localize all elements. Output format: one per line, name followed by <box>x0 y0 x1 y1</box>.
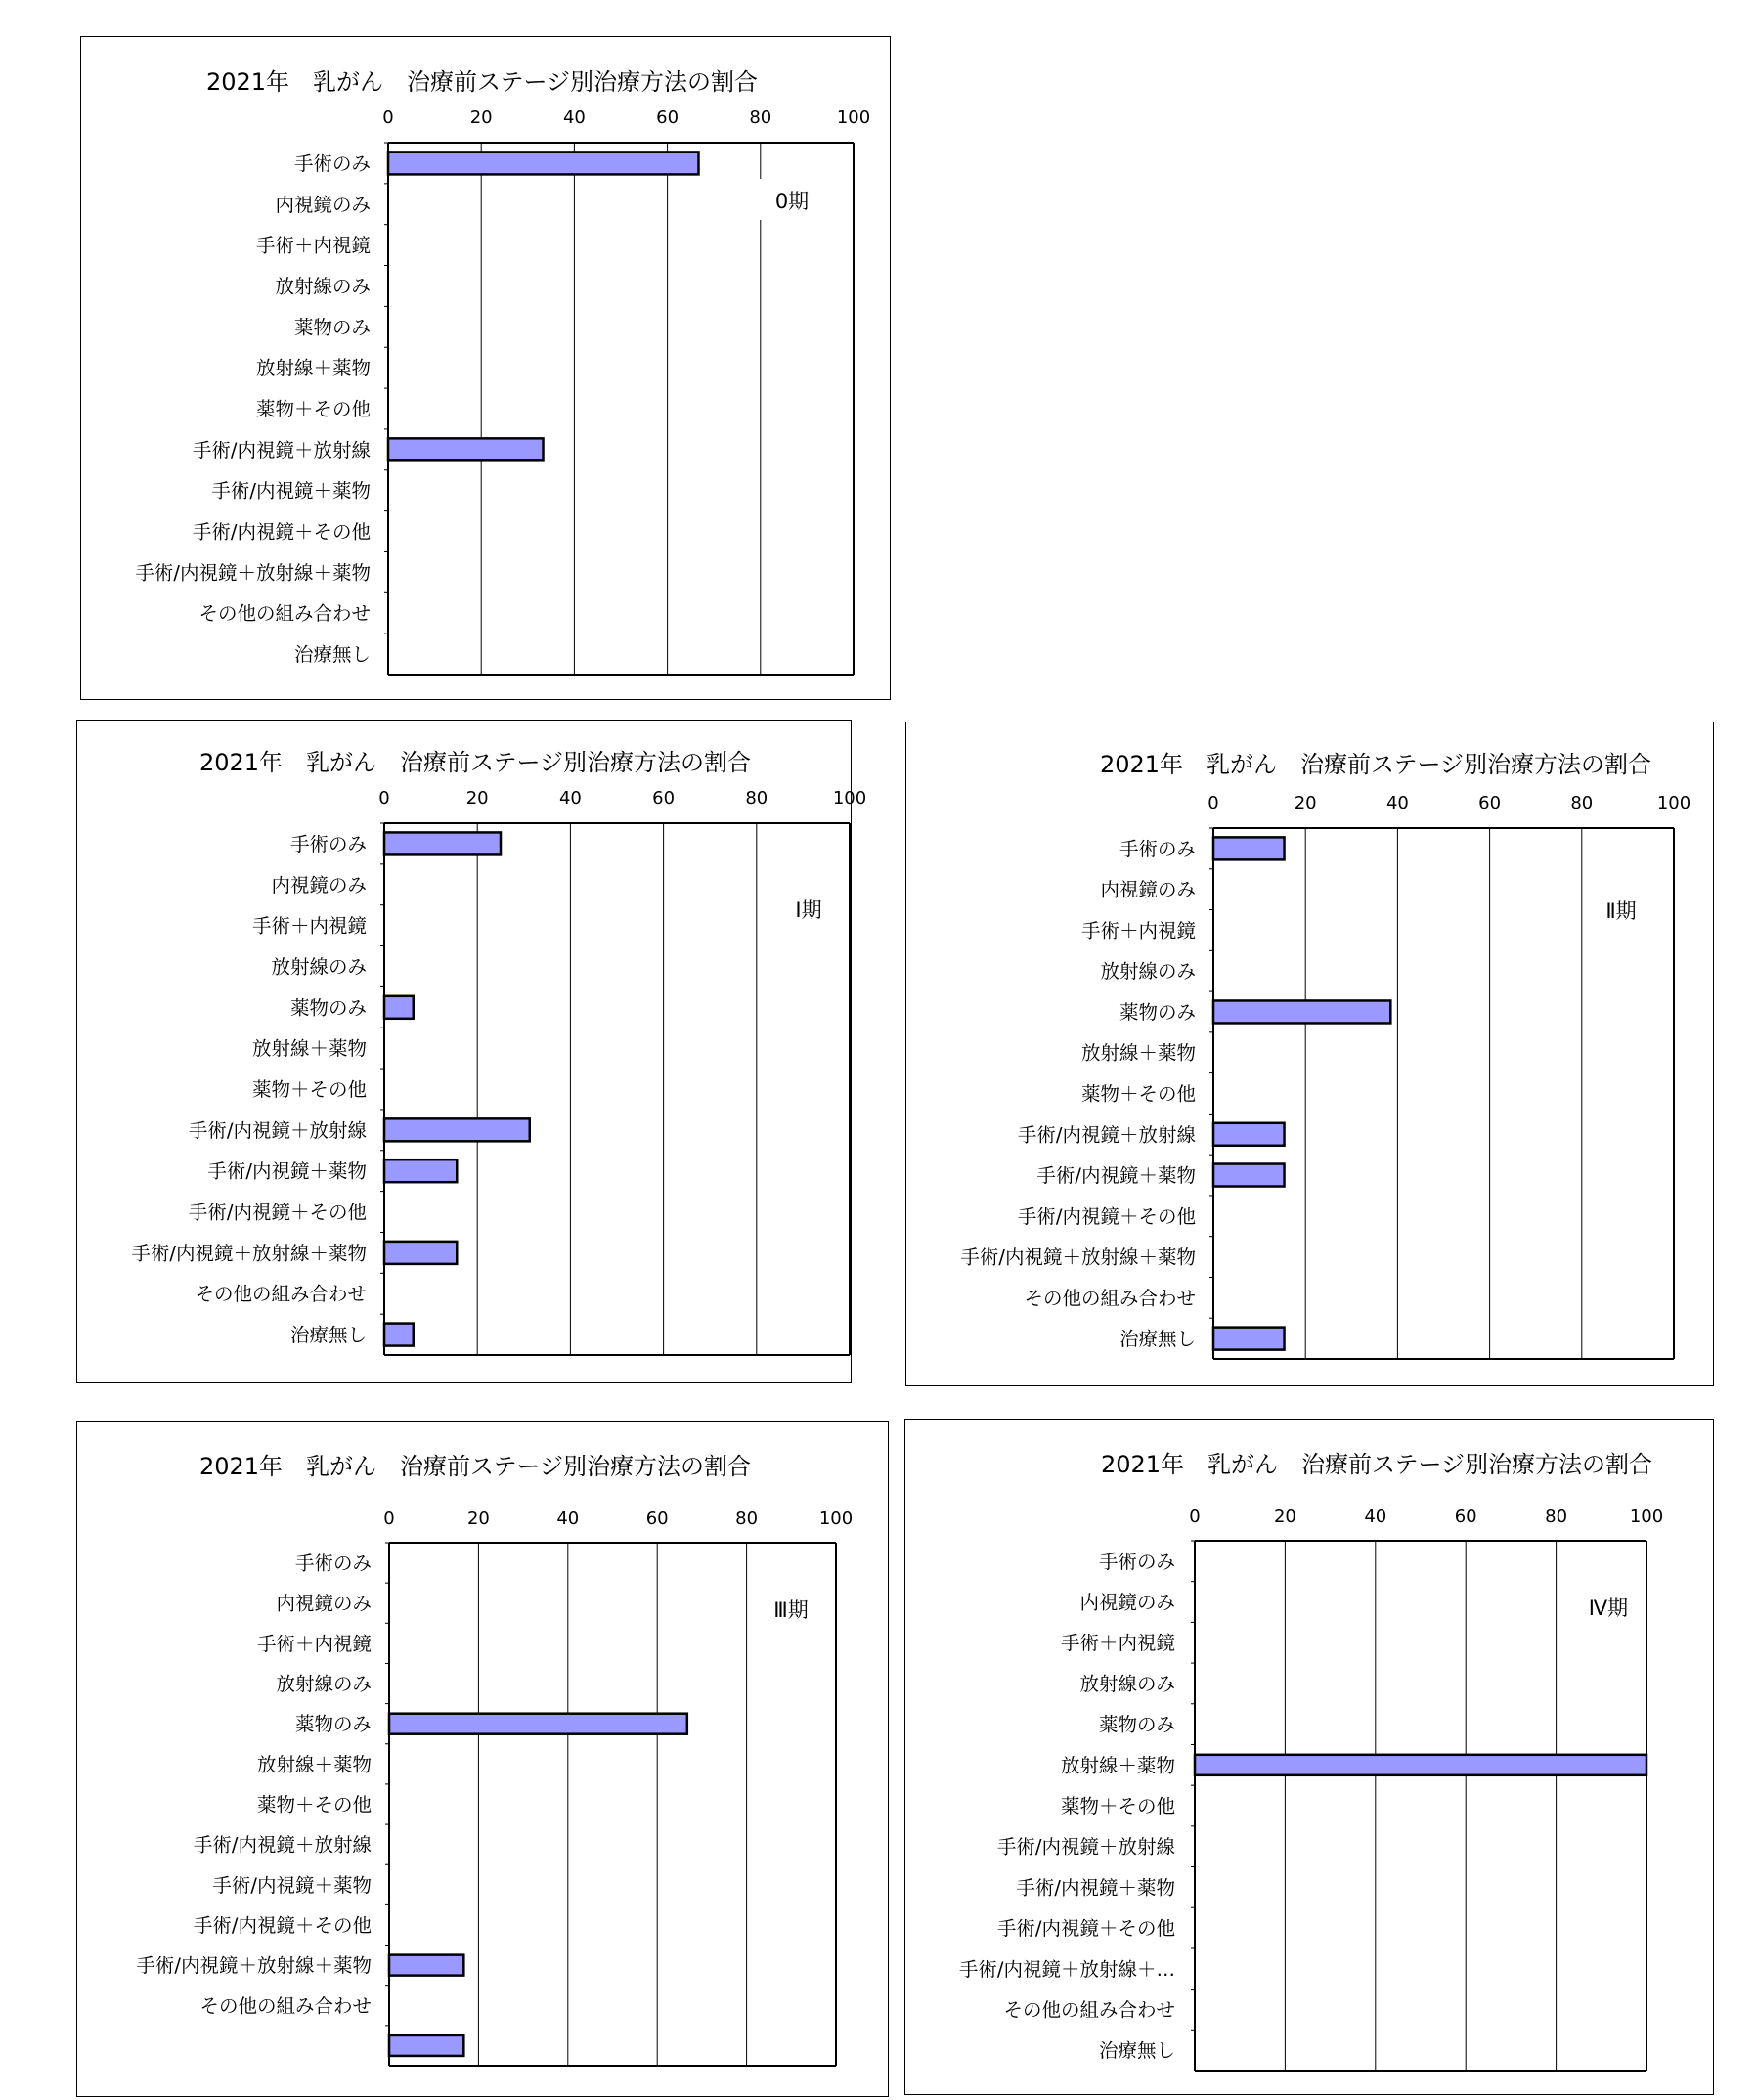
category-label: 薬物＋その他 <box>1080 1082 1196 1106</box>
category-label: 手術/内視鏡＋放射線 <box>192 438 371 461</box>
category-label: 治療無し <box>1098 2039 1175 2063</box>
category-label: 手術/内視鏡＋薬物 <box>1036 1164 1196 1188</box>
bar <box>384 1159 457 1182</box>
bar <box>1213 1164 1285 1187</box>
category-label: 手術/内視鏡＋放射線＋薬物 <box>960 1246 1196 1269</box>
category-label: 手術のみ <box>1098 1550 1175 1573</box>
category-label: 放射線のみ <box>275 275 371 298</box>
x-tick-label: 100 <box>836 108 871 128</box>
category-label: 手術＋内視鏡 <box>256 1632 372 1655</box>
category-label: 手術/内視鏡＋放射線＋… <box>958 1957 1175 1981</box>
bar <box>1213 1123 1285 1146</box>
category-label: 手術/内視鏡＋放射線＋薬物 <box>136 1954 372 1978</box>
category-label: 薬物＋その他 <box>256 1793 372 1816</box>
category-label: 内視鏡のみ <box>1079 1591 1175 1614</box>
chart-title: 2021年 乳がん 治療前ステージ別治療方法の割合 <box>198 1453 752 1480</box>
stage-label: 0期 <box>774 190 810 213</box>
category-label: 治療無し <box>1119 1328 1196 1351</box>
x-tick-label: 20 <box>1294 793 1317 813</box>
chart-title: 2021年 乳がん 治療前ステージ別治療方法の割合 <box>198 749 752 776</box>
category-label: その他の組み合わせ <box>199 1994 372 2018</box>
category-label: 手術/内視鏡＋その他 <box>188 1201 367 1224</box>
category-label: 手術/内視鏡＋薬物 <box>207 1159 367 1183</box>
chart-panel-stage-1 <box>76 720 867 1383</box>
chart-svg-stage-4 <box>905 1420 1713 2094</box>
category-label: 手術/内視鏡＋放射線 <box>996 1835 1175 1859</box>
x-tick-label: 80 <box>735 1509 759 1529</box>
category-label: 手術のみ <box>289 832 367 855</box>
category-label: その他の組み合わせ <box>195 1283 367 1306</box>
x-tick-label: 100 <box>818 1509 854 1529</box>
category-label: 手術/内視鏡＋薬物 <box>211 479 371 503</box>
category-label: 放射線＋薬物 <box>255 357 371 380</box>
x-tick-label: 40 <box>1364 1507 1387 1527</box>
x-tick-label: 60 <box>1478 793 1502 813</box>
category-label: 手術＋内視鏡 <box>1060 1632 1175 1655</box>
category-label: 手術/内視鏡＋放射線＋薬物 <box>135 561 371 585</box>
category-label: 手術/内視鏡＋放射線＋薬物 <box>131 1242 367 1265</box>
category-label: その他の組み合わせ <box>198 602 371 626</box>
category-label: 手術＋内視鏡 <box>251 914 367 938</box>
category-label: 手術/内視鏡＋その他 <box>996 1917 1175 1941</box>
stage-label: Ⅲ期 <box>773 1598 809 1622</box>
bar <box>384 1242 457 1264</box>
category-label: 手術/内視鏡＋放射線 <box>1017 1123 1196 1147</box>
category-label: 薬物のみ <box>294 1713 372 1736</box>
bar <box>388 438 544 460</box>
x-tick-label: 0 <box>378 788 390 809</box>
bar <box>389 2035 463 2056</box>
category-label: 薬物＋その他 <box>1060 1795 1175 1817</box>
x-tick-label: 0 <box>1207 793 1219 813</box>
category-label: 手術のみ <box>293 152 371 175</box>
x-tick-label: 0 <box>382 108 394 128</box>
category-label: 手術＋内視鏡 <box>1080 919 1196 942</box>
category-label: 放射線のみ <box>276 1673 372 1696</box>
x-tick-label: 60 <box>645 1509 669 1529</box>
x-tick-label: 40 <box>558 788 582 809</box>
chart-title: 2021年 乳がん 治療前ステージ別治療方法の割合 <box>1100 1451 1653 1478</box>
x-tick-label: 0 <box>1189 1507 1201 1527</box>
category-label: 手術/内視鏡＋放射線 <box>188 1118 367 1142</box>
bar <box>1213 1000 1390 1023</box>
category-label: 手術/内視鏡＋その他 <box>193 1913 372 1937</box>
category-label: 手術/内視鏡＋薬物 <box>1016 1876 1175 1900</box>
x-tick-label: 60 <box>656 108 680 128</box>
category-label: 薬物のみ <box>1119 1000 1196 1024</box>
stage-label: Ⅱ期 <box>1605 899 1637 923</box>
category-label: 放射線＋薬物 <box>256 1753 372 1776</box>
x-tick-label: 60 <box>652 788 676 809</box>
stage-label: Ⅰ期 <box>795 898 822 922</box>
category-label: 薬物のみ <box>289 996 367 1020</box>
x-tick-label: 20 <box>469 108 493 128</box>
bar <box>388 152 698 174</box>
bar <box>389 1714 687 1734</box>
x-tick-label: 80 <box>1545 1507 1568 1527</box>
category-label: 手術のみ <box>1119 837 1196 860</box>
category-label: 薬物＋その他 <box>251 1078 367 1101</box>
category-label: 放射線のみ <box>271 955 367 979</box>
category-label: 放射線のみ <box>1100 960 1196 984</box>
category-label: 薬物のみ <box>1098 1713 1175 1736</box>
x-tick-label: 40 <box>556 1509 580 1529</box>
category-label: 内視鏡のみ <box>276 1592 372 1615</box>
category-label: 放射線＋薬物 <box>1080 1041 1196 1065</box>
stage-label: Ⅳ期 <box>1588 1597 1629 1620</box>
category-label: 放射線＋薬物 <box>251 1037 367 1061</box>
category-label: 内視鏡のみ <box>271 873 367 897</box>
x-tick-label: 40 <box>1385 793 1409 813</box>
x-tick-label: 40 <box>562 108 586 128</box>
bar <box>384 832 501 854</box>
bar <box>1195 1755 1646 1775</box>
category-label: 薬物のみ <box>293 316 371 339</box>
category-label: 治療無し <box>293 643 371 667</box>
category-label: 内視鏡のみ <box>275 193 371 216</box>
x-tick-label: 100 <box>1656 793 1691 813</box>
x-tick-label: 20 <box>1273 1507 1296 1527</box>
chart-title: 2021年 乳がん 治療前ステージ別治療方法の割合 <box>205 68 759 96</box>
bar <box>1213 1328 1285 1350</box>
x-tick-label: 20 <box>465 788 489 809</box>
x-tick-label: 80 <box>1570 793 1594 813</box>
chart-panel-stage-0 <box>80 36 891 700</box>
x-tick-label: 80 <box>749 108 772 128</box>
bar <box>384 996 414 1019</box>
category-label: 薬物＋その他 <box>255 398 371 420</box>
x-tick-label: 60 <box>1454 1507 1477 1527</box>
chart-title: 2021年 乳がん 治療前ステージ別治療方法の割合 <box>1099 751 1652 778</box>
category-label: その他の組み合わせ <box>1024 1287 1196 1310</box>
bar <box>1213 837 1285 859</box>
chart-panel-stage-4 <box>904 1419 1714 2095</box>
bar <box>389 1955 463 1976</box>
x-tick-label: 20 <box>466 1509 490 1529</box>
chart-svg-stage-3 <box>77 1422 888 2096</box>
category-label: 内視鏡のみ <box>1100 878 1196 901</box>
chart-panel-stage-3 <box>76 1421 889 2097</box>
x-tick-label: 100 <box>1629 1507 1664 1527</box>
category-label: 手術/内視鏡＋放射線 <box>193 1833 372 1857</box>
chart-svg-stage-1 <box>77 721 867 1382</box>
chart-svg-stage-2 <box>906 722 1713 1385</box>
chart-panel-stage-2 <box>905 722 1714 1386</box>
bar <box>384 1324 414 1346</box>
category-label: その他の組み合わせ <box>1003 1998 1175 2022</box>
bar <box>384 1118 530 1141</box>
x-tick-label: 0 <box>383 1509 395 1529</box>
chart-svg-stage-0 <box>81 37 890 699</box>
category-label: 放射線＋薬物 <box>1060 1754 1175 1777</box>
category-label: 手術のみ <box>294 1552 372 1575</box>
category-label: 手術/内視鏡＋その他 <box>192 520 371 544</box>
x-tick-label: 80 <box>745 788 768 809</box>
category-label: 放射線のみ <box>1079 1672 1175 1695</box>
category-label: 手術＋内視鏡 <box>255 234 371 257</box>
category-label: 手術/内視鏡＋薬物 <box>212 1873 372 1897</box>
category-label: 手術/内視鏡＋その他 <box>1017 1204 1196 1228</box>
x-tick-label: 100 <box>832 788 867 809</box>
category-label: 治療無し <box>289 1324 367 1347</box>
